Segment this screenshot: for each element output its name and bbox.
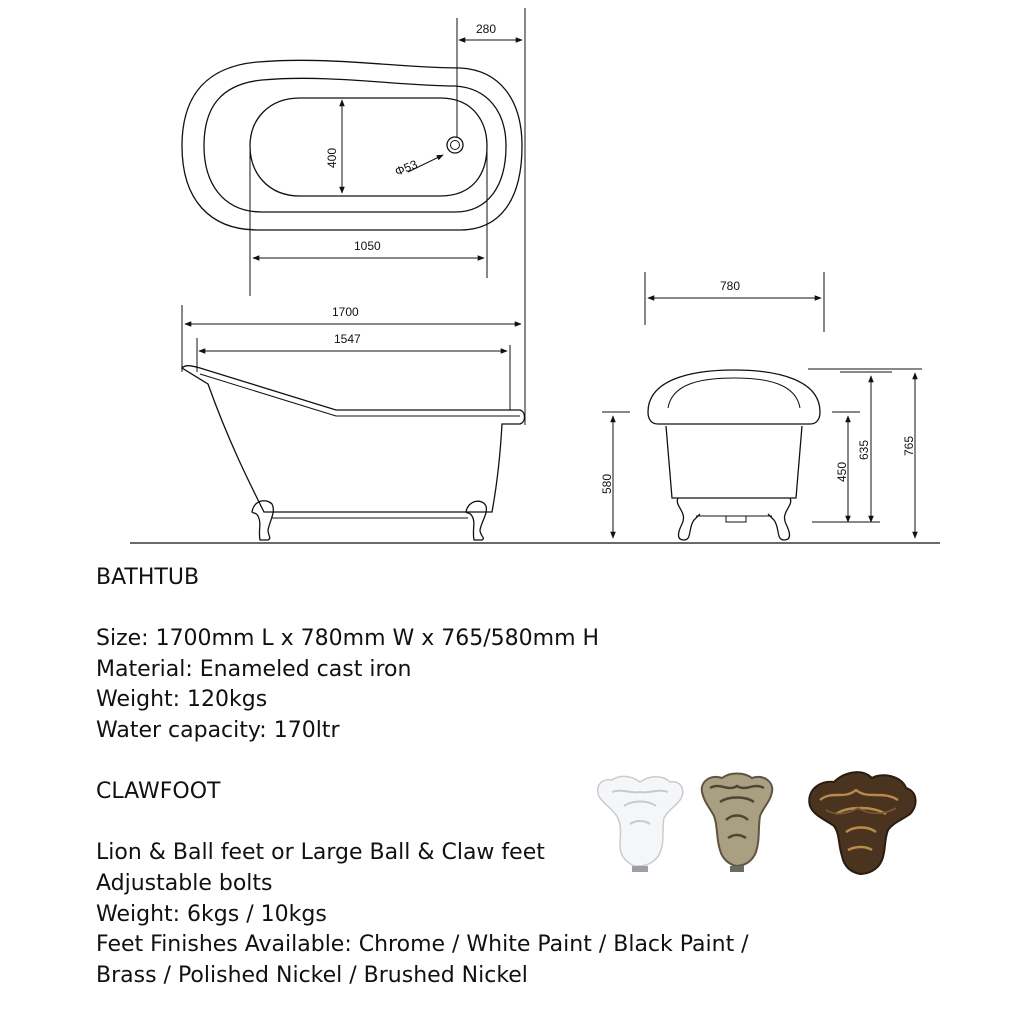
dim-height-high-label: 765 [902, 435, 916, 456]
dim-height-450-label: 450 [835, 461, 849, 482]
dim-overall-length-label: 1700 [332, 305, 359, 319]
side-right-foot [466, 501, 486, 540]
drain-inner [451, 141, 460, 150]
height-dimensions [600, 369, 922, 538]
bronze-clawfoot-image [806, 770, 918, 876]
white-clawfoot-image [592, 770, 688, 876]
top-view [182, 8, 525, 425]
clawfoot-heading: CLAWFOOT [96, 779, 221, 805]
clawfoot-bolts: Adjustable bolts [96, 870, 273, 896]
dim-height-635-label: 635 [857, 439, 871, 460]
clawfoot-finishes-line1: Feet Finishes Available: Chrome / White Paint / Black Paint / [96, 932, 749, 958]
clawfoot-types: Lion & Ball feet or Large Ball & Claw feet [96, 840, 545, 866]
bathtub-material: Material: Enameled cast iron [96, 656, 412, 682]
dim-drain-diameter-label: Φ53 [392, 157, 420, 179]
dim-bowl-width-label: 400 [325, 147, 339, 168]
side-left-foot [252, 501, 273, 540]
end-left-foot [677, 498, 700, 540]
side-view [182, 305, 525, 540]
bathtub-capacity: Water capacity: 170ltr [96, 717, 340, 743]
dim-overall-width-label: 780 [720, 279, 741, 293]
bathtub-size: Size: 1700mm L x 780mm W x 765/580mm H [96, 626, 600, 652]
bathtub-heading: BATHTUB [96, 565, 200, 590]
nickel-clawfoot-image [696, 770, 778, 876]
dim-base-length-label: 1547 [334, 332, 361, 346]
end-right-foot [768, 498, 791, 540]
clawfoot-weight: Weight: 6kgs / 10kgs [96, 901, 327, 927]
end-tub-body [666, 426, 802, 498]
bathtub-weight: Weight: 120kgs [96, 687, 268, 713]
dim-top-offset-label: 280 [476, 22, 497, 36]
dim-height-low-label: 580 [600, 473, 614, 494]
clawfoot-finishes-line2: Brass / Polished Nickel / Brushed Nickel [96, 962, 528, 988]
end-view [645, 272, 824, 540]
dim-bowl-length-label: 1050 [354, 239, 381, 253]
side-tub-body [182, 366, 525, 512]
drain-outer [447, 137, 463, 153]
